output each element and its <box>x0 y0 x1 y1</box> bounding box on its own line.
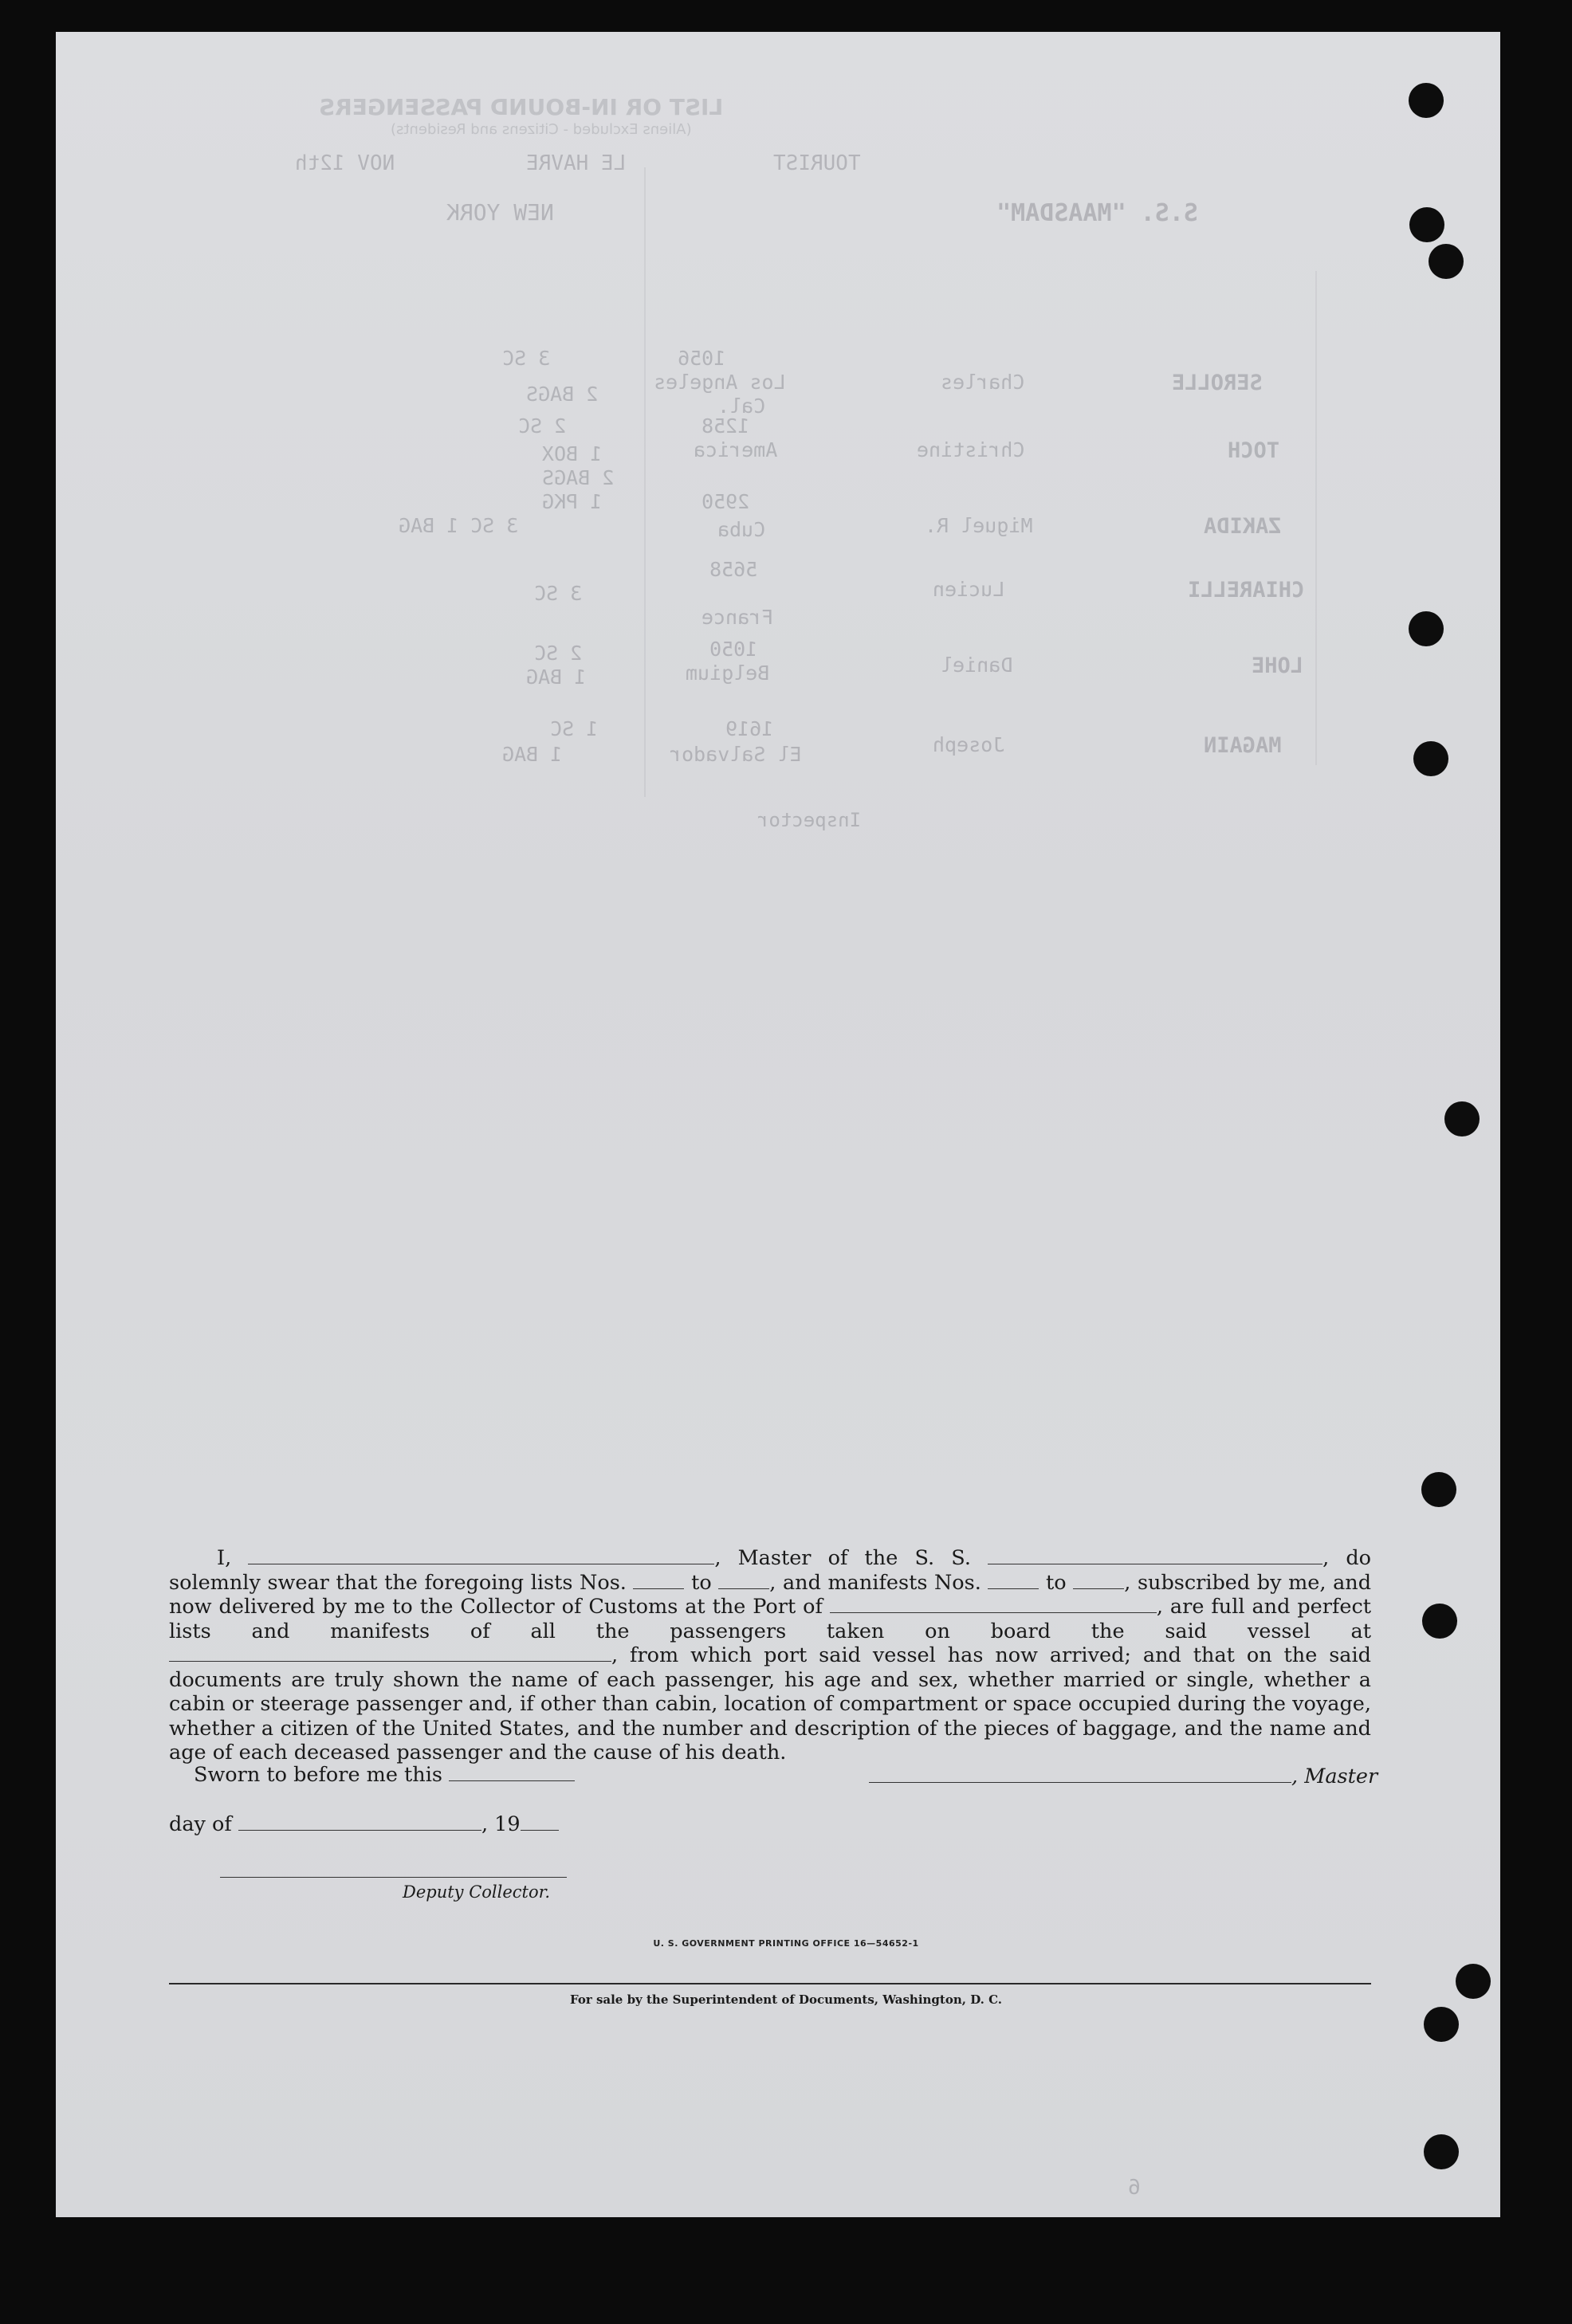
bleed-origin: LE HAVRE <box>526 151 627 175</box>
bleed-class: TOURIST <box>773 151 861 175</box>
bleed-date: NOV 12th <box>295 151 395 175</box>
oath-from-which: , from which <box>611 1643 753 1667</box>
deputy-signature-line[interactable] <box>220 1877 567 1878</box>
bleed-bags: 1 BAG <box>399 514 459 537</box>
bleed-bags: 2 BAGS <box>542 466 615 489</box>
bleed-bags: 1 BAG <box>526 665 587 689</box>
punch-hole <box>1424 2007 1459 2042</box>
punch-hole <box>1409 611 1444 646</box>
bleed-rule <box>644 167 646 797</box>
for-sale-notice: For sale by the Superintendent of Documents, Washington, D. C. <box>569 1992 1003 2007</box>
oath-do-solemnly: , do solemnly <box>169 1546 1371 1595</box>
bleed-bags: 2 SC <box>518 414 567 438</box>
oath-master-of: , Master of the S. S. <box>714 1546 971 1570</box>
list-from-field[interactable] <box>633 1574 684 1589</box>
oath-and-manifests: , and manifests Nos. <box>769 1570 981 1595</box>
bleed-surname: TOCH <box>1228 438 1280 463</box>
bleed-address: Belgium <box>686 661 770 685</box>
port-field[interactable] <box>830 1598 1157 1613</box>
punch-hole <box>1422 1604 1457 1639</box>
punch-hole <box>1409 207 1444 242</box>
oath-body: port said vessel has now arrived; and that on the said documents are truly shown the name of each passenger, his age and sex, whether married or single, whether a cabin or steerage passenger and, if other than cabin, location of compartment or space occupied during the voyage, whether a citizen of the United States, and the number and description of the pieces of baggage, and the name and age of each deceased passenger and the cause of his death. <box>169 1643 1371 1765</box>
oath-to: to <box>1046 1570 1067 1595</box>
bleed-footer-number: 6 <box>1128 2176 1141 2200</box>
printing-office-imprint: U. S. GOVERNMENT PRINTING OFFICE 16—54652-1 <box>653 1938 919 1949</box>
bleed-given: Lucien <box>933 578 1005 601</box>
day-of-row <box>169 1812 559 1836</box>
master-signature-row <box>869 1765 1377 1788</box>
punch-hole <box>1429 244 1464 279</box>
bleed-bags: 1 SC <box>550 717 599 740</box>
oath-manifests-of: manifests of all the passengers taken on board the said vessel at <box>330 1619 1371 1643</box>
bleed-ship-name: S.S. "MAASDAM" <box>996 199 1198 227</box>
master-signature-field[interactable] <box>869 1768 1291 1783</box>
master-label: , Master <box>1291 1765 1378 1788</box>
day-of-label: day of <box>169 1812 232 1836</box>
bleed-bags: 1 PKG <box>542 490 603 513</box>
bleed-address: 1258 <box>702 414 750 438</box>
bleed-address: Los Angeles <box>654 371 786 394</box>
bleed-given: Christine <box>917 438 1025 461</box>
oath-paragraph <box>169 1546 1371 1765</box>
year-field[interactable] <box>521 1816 559 1831</box>
bleed-rule <box>1315 271 1317 765</box>
bleed-address: Cuba <box>717 518 766 541</box>
bleed-subheader: (Aliens Excluded - Citizens and Residents) <box>391 121 692 138</box>
manifest-page <box>56 32 1500 2217</box>
bleed-bags: 2 BAGS <box>526 383 599 406</box>
oath-subscribed: , subscribed by me, and now <box>169 1570 1372 1619</box>
month-field[interactable] <box>238 1816 481 1831</box>
bleed-surname: MAGAIN <box>1204 733 1282 758</box>
bleed-address: 1056 <box>678 347 726 370</box>
oath-swear: swear that the foregoing lists Nos. <box>267 1570 627 1595</box>
sworn-day-field[interactable] <box>449 1766 575 1781</box>
deputy-collector-label: Deputy Collector. <box>403 1882 551 1902</box>
manifest-to-field[interactable] <box>1073 1574 1124 1589</box>
footer-rule <box>169 1983 1371 1984</box>
bleed-inspector: Inspector <box>757 809 862 831</box>
master-name-field[interactable] <box>248 1549 714 1564</box>
punch-hole <box>1409 83 1444 118</box>
oath-i: I, <box>217 1546 232 1570</box>
bleed-address: France <box>702 606 774 629</box>
ship-name-field[interactable] <box>988 1549 1322 1564</box>
oath-delivered: delivered by me to the Collector of Customs at the Port of <box>218 1595 823 1619</box>
bleed-bags: 1 BOX <box>542 442 603 465</box>
sworn-row <box>194 1763 575 1787</box>
bleed-address: 5658 <box>709 558 758 581</box>
punch-hole <box>1424 2134 1459 2169</box>
bleed-surname: LOHE <box>1252 654 1304 678</box>
bleed-given: Charles <box>941 371 1025 394</box>
bleed-bags: 3 SC <box>502 347 551 370</box>
bleed-address: El Salvador <box>670 743 802 766</box>
bleed-surname: ZAKIDA <box>1204 514 1282 539</box>
bleed-given: Joseph <box>933 733 1005 756</box>
bleed-surname: CHIARELLI <box>1188 578 1305 603</box>
bleed-address: 1619 <box>725 717 774 740</box>
bleed-surname: SEROLLE <box>1172 371 1263 395</box>
punch-hole <box>1444 1101 1480 1136</box>
oath-are-full: , are full and perfect lists and <box>169 1595 1372 1643</box>
bleed-port: NEW YORK <box>446 199 554 226</box>
punch-hole <box>1421 1472 1456 1507</box>
bleed-bags: 3 SC <box>534 582 583 605</box>
bleed-address: 1050 <box>709 638 758 661</box>
bleed-bags: 2 SC <box>534 642 583 665</box>
punch-hole <box>1413 741 1448 776</box>
oath-to: to <box>691 1570 712 1595</box>
bleed-given: Miguel R. <box>925 514 1033 537</box>
bleed-address: Cal. <box>717 395 766 418</box>
manifest-from-field[interactable] <box>988 1574 1039 1589</box>
sworn-label: Sworn to before me this <box>194 1763 442 1787</box>
list-to-field[interactable] <box>718 1574 769 1589</box>
year-prefix: , 19 <box>481 1812 521 1836</box>
bleed-address: America <box>694 438 778 461</box>
bleed-bags: 3 SC <box>470 514 519 537</box>
bleed-given: Daniel <box>941 654 1013 677</box>
bleed-address: 2950 <box>702 490 750 513</box>
departure-port-field[interactable] <box>169 1647 611 1662</box>
bleed-bags: 1 BAG <box>502 743 563 766</box>
bleed-header: LIST OR IN-BOUND PASSENGERS <box>319 94 724 120</box>
